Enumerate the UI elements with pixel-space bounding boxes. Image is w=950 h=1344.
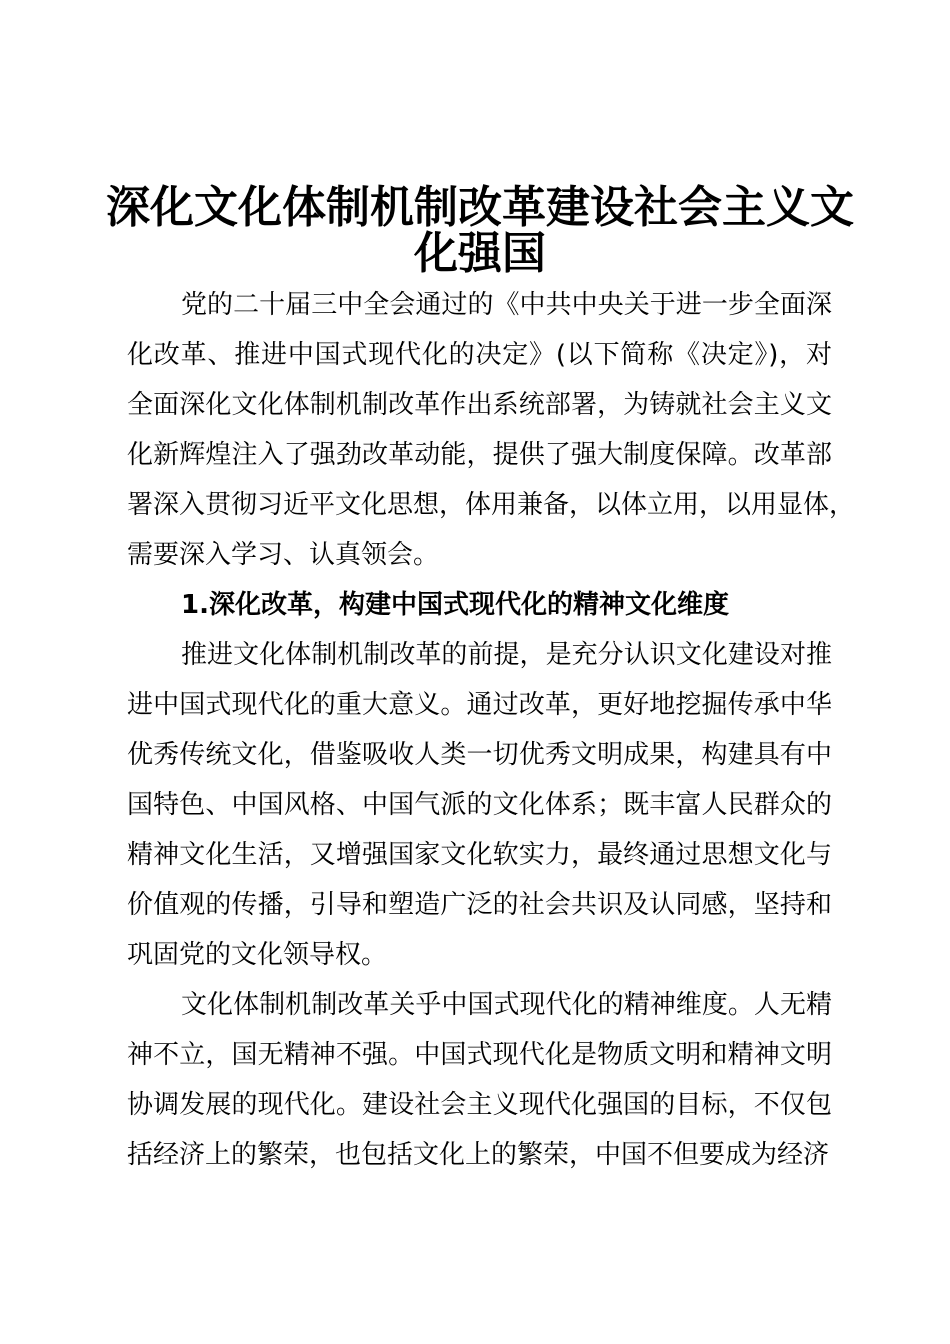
paragraph-line: 精神文化生活，又增强国家文化软实力，最终通过思想文化与 [127, 840, 832, 870]
document-title [100, 182, 860, 279]
paragraph-line: 协调发展的现代化。建设社会主义现代化强国的目标，不仅包 [127, 1090, 832, 1120]
paragraph-line: 全面深化文化体制机制改革作出系统部署，为铸就社会主义文 [127, 390, 832, 420]
title-line: 化强国 [414, 228, 546, 279]
paragraph-line: 神不立，国无精神不强。中国式现代化是物质文明和精神文明 [127, 1040, 832, 1070]
paragraph-line: 化新辉煌注入了强劲改革动能，提供了强大制度保障。改革部 [127, 440, 832, 470]
paragraph-line: 国特色、中国风格、中国气派的文化体系；既丰富人民群众的 [127, 790, 832, 820]
paragraph-line: 需要深入学习、认真领会。 [127, 540, 440, 570]
paragraph-line: 文化体制机制改革关乎中国式现代化的精神维度。人无精 [181, 990, 832, 1020]
paragraph [127, 630, 832, 980]
paragraph-line: 署深入贯彻习近平文化思想，体用兼备，以体立用，以用显体， [127, 490, 856, 520]
paragraph-line: 括经济上的繁荣，也包括文化上的繁荣，中国不但要成为经济 [127, 1140, 830, 1170]
paragraph [127, 980, 832, 1180]
paragraph-line: 化改革、推进中国式现代化的决定》(以下简称《决定》)，对 [127, 340, 832, 370]
paragraph-line: 推进文化体制机制改革的前提，是充分认识文化建设对推 [181, 640, 832, 670]
paragraph-line: 价值观的传播，引导和塑造广泛的社会共识及认同感，坚持和 [127, 890, 832, 920]
document-body [127, 280, 856, 1180]
title-line: 深化文化体制机制改革建设社会主义文 [106, 182, 854, 233]
paragraph [127, 280, 856, 580]
paragraph-line: 巩固党的文化领导权。 [127, 940, 388, 970]
paragraph-line: 进中国式现代化的重大意义。通过改革，更好地挖掘传承中华 [127, 690, 832, 720]
paragraph-line: 优秀传统文化，借鉴吸收人类一切优秀文明成果，构建具有中 [127, 740, 832, 770]
section-heading: 1.深化改革，构建中国式现代化的精神文化维度 [181, 590, 729, 620]
paragraph-line: 党的二十届三中全会通过的《中共中央关于进一步全面深 [181, 290, 832, 320]
